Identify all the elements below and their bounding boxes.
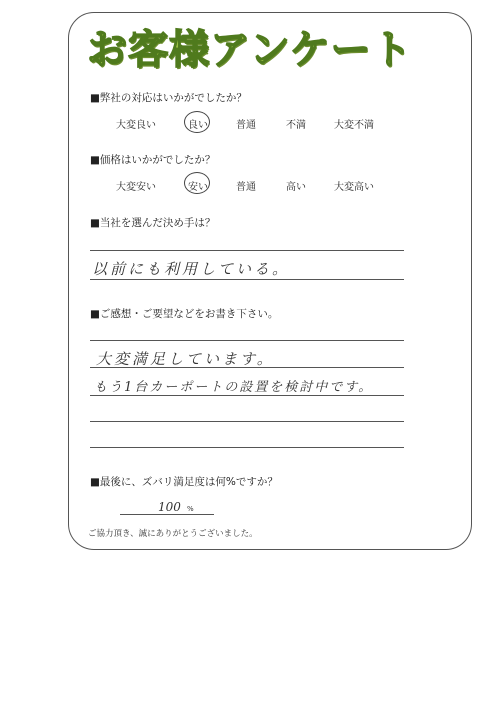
survey-title: お客様アンケート xyxy=(87,27,413,73)
satisfaction-unit: % xyxy=(187,505,194,513)
question-reason: ■当社を選んだ決め手は？ xyxy=(90,217,216,229)
price-option-very-cheap[interactable]: 大変安い xyxy=(116,182,156,193)
answer-line xyxy=(90,395,404,396)
service-option-very-dissatisfied[interactable]: 大変不満 xyxy=(334,120,374,131)
answer-line xyxy=(90,367,404,368)
thank-you-note: ご協力頂き、誠にありがとうございました。 xyxy=(88,529,258,539)
feedback-answer-line-1[interactable]: 大変満足しています。 xyxy=(96,350,275,368)
answer-line xyxy=(90,421,404,422)
service-option-dissatisfied[interactable]: 不満 xyxy=(286,120,306,131)
selected-circle-mark xyxy=(184,111,210,133)
service-option-normal[interactable]: 普通 xyxy=(236,120,256,131)
selected-circle-mark xyxy=(184,172,210,194)
service-option-very-good[interactable]: 大変良い xyxy=(116,120,156,131)
reason-answer[interactable]: 以前にも利用している。 xyxy=(92,260,291,278)
answer-line xyxy=(90,279,404,280)
service-option-good[interactable]: 良い xyxy=(188,120,208,131)
feedback-answer-line-2[interactable]: もう1台カーポートの設置を検討中です。 xyxy=(94,380,374,395)
answer-line xyxy=(90,250,404,251)
question-service: ■弊社の対応はいかがでしたか？ xyxy=(90,92,247,104)
satisfaction-line xyxy=(120,514,214,515)
answer-line xyxy=(90,340,404,341)
question-satisfaction: ■最後に、ズバリ満足度は何%ですか？ xyxy=(90,476,278,488)
question-feedback: ■ご感想・ご要望などをお書き下さい。 xyxy=(90,308,279,320)
price-option-expensive[interactable]: 高い xyxy=(286,182,306,193)
price-option-cheap[interactable]: 安い xyxy=(188,182,208,193)
question-price: ■価格はいかがでしたか？ xyxy=(90,154,216,166)
satisfaction-value[interactable]: 100 xyxy=(158,500,181,514)
answer-line xyxy=(90,447,404,448)
price-option-normal[interactable]: 普通 xyxy=(236,182,256,193)
price-option-very-expensive[interactable]: 大変高い xyxy=(334,182,374,193)
